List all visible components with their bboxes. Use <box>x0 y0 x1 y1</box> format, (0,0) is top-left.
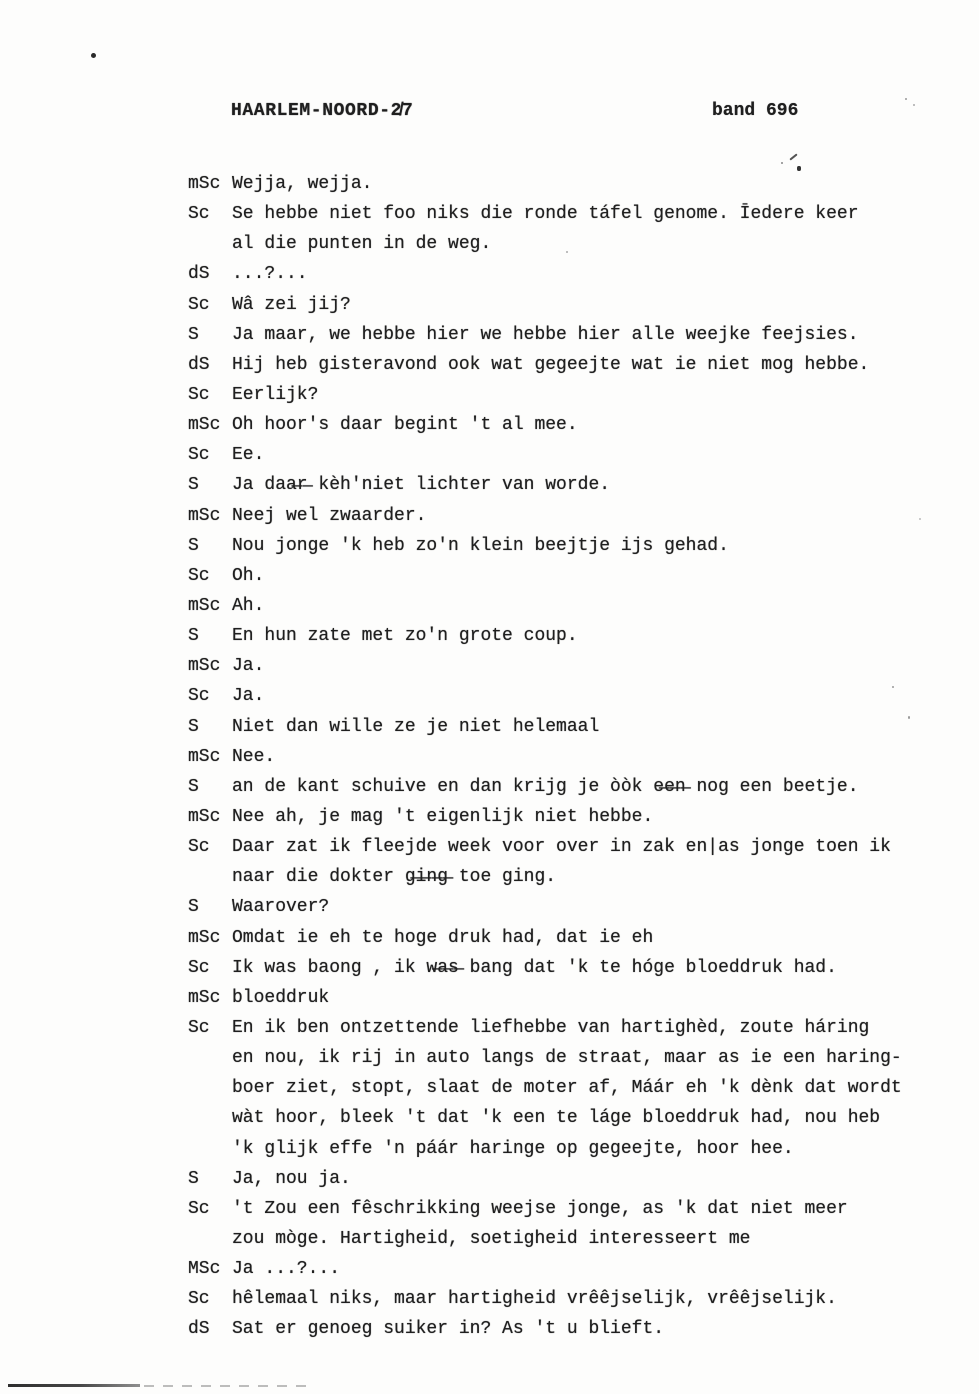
transcript-line <box>188 651 958 681</box>
transcript-line <box>188 1013 958 1043</box>
dialogue-text: Ja maar, we hebbe hier we hebbe hier alle weejke feejsies. <box>232 324 859 345</box>
dialogue-text: Niet dan wille ze je niet helemaal <box>232 716 600 737</box>
transcript-line <box>188 501 958 531</box>
ink-speck <box>892 686 894 688</box>
speaker-label: mSc <box>188 987 221 1008</box>
transcript-line <box>188 531 958 561</box>
dialogue-text: an de kant schuive en dan krijg je òòk e̶e̶n̶ nog een beetje. <box>232 776 859 797</box>
dialogue-text: wàt hoor, bleek 't dat 'k een te láge bloeddruk had, nou heb <box>232 1108 881 1129</box>
speaker-label: S <box>188 716 199 737</box>
dialogue-text: Neej wel zwaarder. <box>232 505 427 526</box>
dialogue-text: Oh. <box>232 565 265 586</box>
transcript-line <box>188 983 958 1013</box>
dialogue-text: En ik ben ontzettende liefhebbe van hartighèd, zoute háring <box>232 1017 870 1038</box>
speaker-label: MSc <box>188 1259 221 1280</box>
dialogue-text: Ik was baong , ik w̶a̶s̶ bang dat 'k te hóge bloeddruk had. <box>232 957 837 978</box>
speaker-label: S <box>188 324 199 345</box>
dialogue-text: Hij heb gisteravond ook wat gegeejte wat ie niet mog hebbe. <box>232 354 870 375</box>
speaker-label <box>188 1224 232 1254</box>
speaker-label: Sc <box>188 957 210 978</box>
dialogue-text: Ja daa̶r̶ kèh'niet lichter van worde. <box>232 475 611 496</box>
transcript-line <box>188 259 958 289</box>
speaker-label <box>188 229 232 259</box>
transcript-line <box>188 772 958 802</box>
dialogue-text: Ja. <box>232 656 265 677</box>
speaker-label <box>188 1073 232 1103</box>
dialogue-text: 'k glijk effe 'n páár haringe op gegeejte, hoor hee. <box>232 1138 794 1159</box>
transcript-line <box>188 320 958 350</box>
transcript-line <box>188 923 958 953</box>
dialogue-text: hêlemaal niks, maar hartigheid vrêêjselijk, vrêêjselijk. <box>232 1289 837 1310</box>
speaker-label: Sc <box>188 1198 210 1219</box>
speaker-label: S <box>188 897 199 918</box>
transcript-line <box>188 440 958 470</box>
document-title: HAARLEM-NOORD-2̸7 <box>231 101 414 121</box>
scan-artifact-line <box>144 1385 312 1387</box>
transcript-line <box>188 712 958 742</box>
dialogue-text: Eerlijk? <box>232 384 319 405</box>
speaker-label: dS <box>188 1319 210 1340</box>
transcript-line <box>188 561 958 591</box>
ink-speck <box>919 518 921 520</box>
dialogue-text: naar die dokter g̶i̶n̶g̶ toe ging. <box>232 867 557 888</box>
transcript-line <box>188 410 958 440</box>
dialogue-text: boer ziet, stopt, slaat de moter af, Máár eh 'k dènk dat wordt <box>232 1078 902 1099</box>
transcript-line <box>188 1164 958 1194</box>
transcript-line <box>188 953 958 983</box>
speaker-label: S <box>188 475 199 496</box>
dialogue-text: Nee. <box>232 746 276 767</box>
band-number: band 696 <box>712 101 799 121</box>
dialogue-text: Daar zat ik fleejde week voor over in zak en|as jonge toen ik <box>232 837 891 858</box>
speaker-label: mSc <box>188 174 221 194</box>
dialogue-text: Nou jonge 'k heb zo'n klein beejtje ijs gehad. <box>232 535 729 556</box>
transcript-line <box>188 470 958 500</box>
speaker-label: mSc <box>188 656 221 677</box>
transcript-line <box>188 229 958 259</box>
dialogue-text: Ja ...?... <box>232 1259 341 1280</box>
speaker-label: Sc <box>188 204 210 225</box>
ink-speck <box>905 98 907 100</box>
transcript-line <box>188 862 958 892</box>
speaker-label: S <box>188 535 199 556</box>
speaker-label: mSc <box>188 806 221 827</box>
speaker-label: S <box>188 626 199 647</box>
transcript-line <box>188 1254 958 1284</box>
dialogue-text: ...?... <box>232 264 308 285</box>
speaker-label: S <box>188 1168 199 1189</box>
dialogue-text: Ee. <box>232 445 265 466</box>
ink-speck <box>566 251 568 253</box>
ink-speck <box>797 166 801 171</box>
speaker-label: S <box>188 776 199 797</box>
ink-speck <box>789 153 797 160</box>
speaker-label: Sc <box>188 1017 210 1038</box>
dialogue-text: En hun zate met zo'n grote coup. <box>232 626 578 647</box>
transcript-line <box>188 892 958 922</box>
dialogue-text: Wejja, wejja. <box>232 174 373 194</box>
speaker-label: Sc <box>188 1289 210 1310</box>
dialogue-text: Wâ zei jij? <box>232 294 351 315</box>
transcript-line <box>188 742 958 772</box>
speaker-label: dS <box>188 264 210 285</box>
speaker-label: mSc <box>188 505 221 526</box>
speaker-label: mSc <box>188 746 221 767</box>
dialogue-text: Ja, nou ja. <box>232 1168 351 1189</box>
ink-speck <box>781 162 783 164</box>
speaker-label: Sc <box>188 837 210 858</box>
transcript-line <box>188 1194 958 1224</box>
speaker-label: Sc <box>188 294 210 315</box>
ink-speck <box>913 104 915 106</box>
transcript-line <box>188 1134 958 1164</box>
transcript-line <box>188 1224 958 1254</box>
transcript-line <box>188 169 958 199</box>
speaker-label: Sc <box>188 565 210 586</box>
transcript-line <box>188 1284 958 1314</box>
speaker-label: Sc <box>188 384 210 405</box>
dialogue-text: zou mòge. Hartigheid, soetigheid interesseert me <box>232 1228 751 1249</box>
transcript-line <box>188 621 958 651</box>
dialogue-text: 't Zou een fêschrikking weejse jonge, as 'k dat niet meer <box>232 1198 848 1219</box>
dialogue-text: al die punten in de weg. <box>232 234 492 255</box>
speaker-label: Sc <box>188 445 210 466</box>
transcript-line <box>188 1073 958 1103</box>
transcript-line <box>188 1103 958 1133</box>
dialogue-text: Omdat ie eh te hoge druk had, dat ie eh <box>232 927 654 948</box>
transcript-line <box>188 1043 958 1073</box>
dialogue-text: Ah. <box>232 595 265 616</box>
transcript-line <box>188 290 958 320</box>
transcript-line <box>188 350 958 380</box>
speaker-label: mSc <box>188 415 221 436</box>
dialogue-text: Oh hoor's daar begint 't al mee. <box>232 415 578 436</box>
speaker-label <box>188 1103 232 1133</box>
dialogue-text: Nee ah, je mag 't eigenlijk niet hebbe. <box>232 806 654 827</box>
speaker-label: Sc <box>188 686 210 707</box>
scan-artifact-line <box>8 1384 140 1387</box>
transcript-line <box>188 199 958 229</box>
transcript-line <box>188 802 958 832</box>
speaker-label <box>188 862 232 892</box>
dialogue-text: Ja. <box>232 686 265 707</box>
ink-speck <box>91 53 96 58</box>
transcript-line <box>188 1314 958 1344</box>
transcript-line <box>188 380 958 410</box>
speaker-label: mSc <box>188 927 221 948</box>
dialogue-text: Se hebbe niet foo niks die ronde táfel genome. Īedere keer <box>232 204 859 225</box>
dialogue-text: Waarover? <box>232 897 330 918</box>
transcript-line <box>188 832 958 862</box>
dialogue-text: en nou, ik rij in auto langs de straat, maar as ie een haring- <box>232 1048 902 1069</box>
speaker-label: dS <box>188 354 210 375</box>
speaker-label <box>188 1043 232 1073</box>
transcript-line <box>188 681 958 711</box>
transcript <box>188 169 958 1344</box>
speaker-label <box>188 1134 232 1164</box>
transcript-line <box>188 591 958 621</box>
dialogue-text: bloeddruk <box>232 987 330 1008</box>
speaker-label: mSc <box>188 595 221 616</box>
dialogue-text: Sat er genoeg suiker in? As 't u blieft. <box>232 1319 665 1340</box>
ink-speck <box>908 716 910 719</box>
